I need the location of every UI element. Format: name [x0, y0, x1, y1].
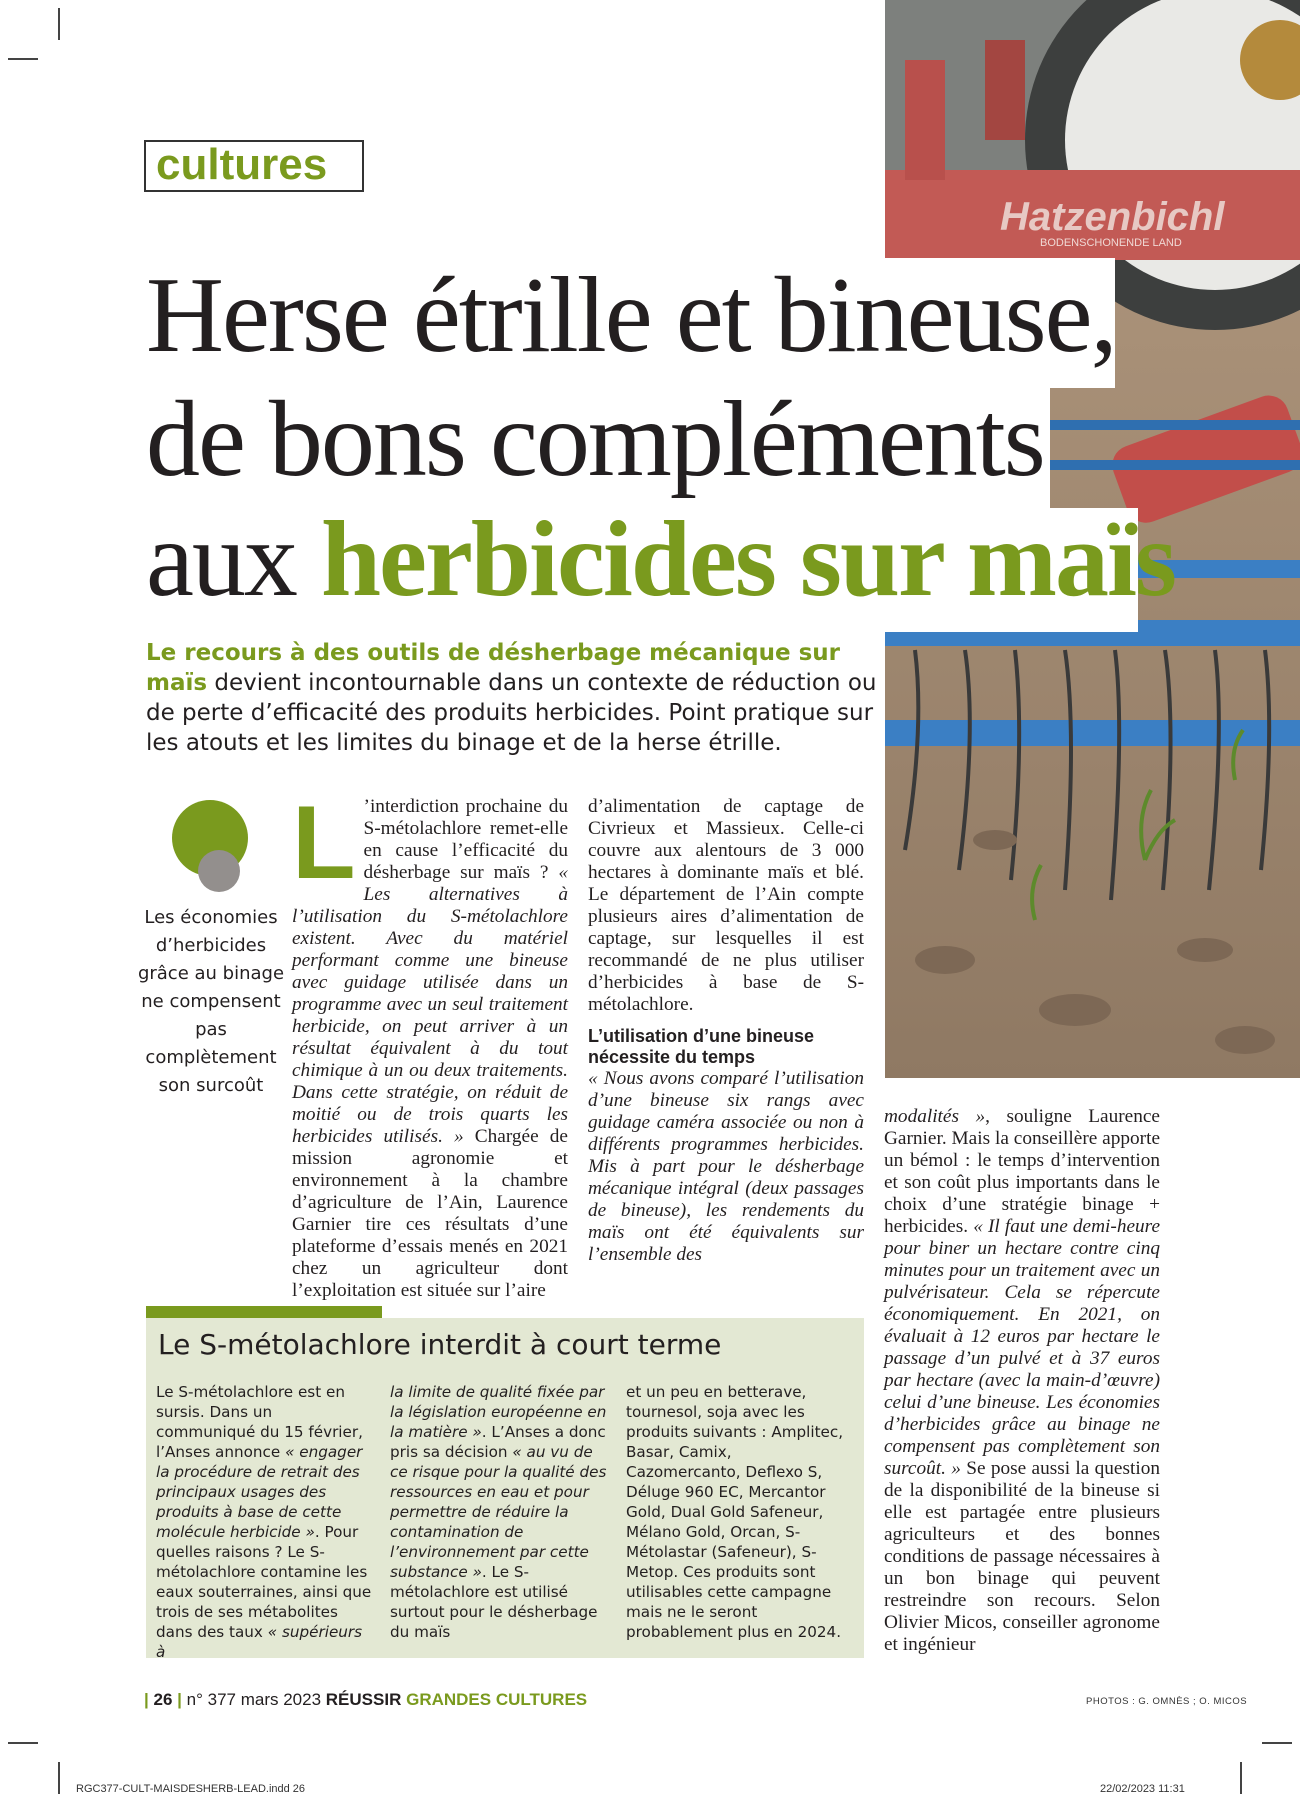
article-col3-run: modalités » — [884, 1106, 986, 1127]
photo-credit: PHOTOS : G. OMNÈS ; O. MICOS — [1086, 1696, 1248, 1707]
box-column-3: et un peu en betterave, tournesol, soja avec les produits suivants : Amplitec, Basar, Camix, Cazomercanto, Deflexo S, Déluge 960 EC, Mercantor Gold, Dual Gold Safeneur, Mélano Gold, Orcan, S-Métolastar (Safeneur), S-Metop. Ces produits sont utilisables cette campagne mais ne le seront probablement plus en 2024. — [626, 1383, 844, 1641]
subheading: L’utilisation d’une bineuse nécessite du temps — [588, 1026, 815, 1067]
box-column-1 — [156, 1382, 376, 1662]
box-col1-run: « engager la procédure de retrait des principaux usages des produits à base de cette molécule herbicide » — [156, 1443, 363, 1541]
article-column-1 — [292, 785, 568, 1302]
article-col3-run: , souligne Laurence Garnier. Mais la conseillère apporte un bémol : le temps d’intervention et son coût plus importants dans le choix d’une stratégie binage + herbicides. — [884, 1106, 1160, 1237]
pullquote: Les économies d’herbicides grâce au binage ne compensent pas complètement son surcoût — [137, 907, 285, 1096]
article-column-2-paragraph: d’alimentation de captage de Civrieux et Massieux. Celle-ci couvre aux alentours de 3 000 hectares à dominante maïs et blé. Le département de l’Ain compte plusieurs aires d’alimentation de captage, sur lesquelles il est recommandé de ne plus utiliser d’herbicides à base de S-métolachlore. — [588, 796, 864, 1015]
article-col1-run: Chargée de mission agronomie et environnement à la chambre d’agriculture de l’Ain, Laurence Garnier tire ces résultats d’une plateforme d’essais menés en 2021 chez un agriculteur dont l’exploitation est située sur l’aire — [292, 1126, 568, 1301]
page-number: 26 — [153, 1690, 173, 1709]
page-footer — [144, 1690, 587, 1710]
article-column-3 — [884, 1106, 1160, 1656]
issue-info: n° 377 mars 2023 — [186, 1690, 322, 1709]
box-col2-run: la limite de qualité fixée par la législation européenne en la matière » — [390, 1383, 607, 1441]
box-col1-run: Le S-métolachlore est en sursis. Dans un communiqué du 15 février, l’Anses annonce — [156, 1383, 363, 1461]
article-col1-run: ’interdiction prochaine du S-métolachlore remet-elle en cause l’efficacité du désherbage sur maïs ? — [363, 796, 568, 883]
lead-rest: devient incontournable dans un contexte de réduction ou de perte d’efficacité des produits herbicides. Point pratique sur les atouts et les limites du binage et de la herse étrille. — [146, 670, 877, 756]
headline-line-2: de bons compléments — [146, 380, 1044, 499]
lead-bold: Le recours à des outils de désherbage mécanique sur maïs — [146, 640, 840, 696]
headline-line-3-green: herbicides sur maïs — [320, 500, 1175, 619]
article-column-3-text — [884, 1106, 1160, 1655]
dropcap: L — [292, 785, 356, 901]
magazine-name-green: GRANDES CULTURES — [406, 1690, 588, 1709]
box-title: Le S-métolachlore interdit à court terme — [158, 1328, 722, 1361]
section-tag: cultures — [144, 140, 364, 192]
box-col2-run: . L’Anses a donc pris sa décision — [390, 1423, 606, 1461]
article-column-2 — [588, 796, 864, 1266]
magazine-name: RÉUSSIR — [325, 1690, 402, 1709]
footer-bar: | — [177, 1690, 182, 1709]
article-col3-run: Se pose aussi la question de la disponibilité de la bineuse si elle est partagée entre plusieurs agriculteurs et des bonnes conditions de passage nécessaires à un bon binage qui peuvent restreindre son recours. Selon Olivier Micos, conseiller agronome et ingénieur — [884, 1458, 1160, 1655]
crop-mark — [58, 1762, 60, 1794]
box-column-2 — [390, 1382, 610, 1642]
box-col1-run: « supérieurs à — [156, 1623, 363, 1661]
crop-mark — [1240, 1762, 1242, 1794]
crop-mark — [8, 1742, 38, 1744]
headline-line-1: Herse étrille et bineuse, — [146, 256, 1116, 375]
article-col1-run: « Les alternatives à l’utilisation du S-métolachlore existent. Avec du matériel performant comme une bineuse avec guidage utilisée dans un programme avec un seul traitement herbicide, on peut arriver à un résultat équivalent à du tout chimique à un ou deux traitements. Dans cette stratégie, on réduit de moitié ou de trois quarts les herbicides utilisés. » — [292, 862, 568, 1147]
article-col3-run: « Il faut une demi-heure pour biner un hectare contre cinq minutes pour un traitement avec un pulvérisateur. Cela se répercute économiquement. En 2021, on évaluait à 12 euros par hectare le passage d’un pulvé et à 37 euros par hectare (avec la main-d’œuvre) celui d’une bineuse. Les économies d’herbicides grâce au binage ne compensent pas complètement son surcoût. » — [884, 1216, 1161, 1479]
pullquote-circle-grey — [198, 850, 240, 892]
sidebar-box — [146, 1318, 864, 1661]
article-column-2-paragraph-2: « Nous avons comparé l’utilisation d’une bineuse six rangs avec guidage caméra associée ou non à différents programmes herbicides. Mis à part pour le désherbage mécanique intégral (deux passages de bineuse), les rendements du maïs ont été équivalents sur l’ensemble des — [588, 1068, 864, 1265]
box-col1-run: . Pour quelles raisons ? Le S-métolachlore contamine les eaux souterraines, ainsi que trois de ses métabolites dans des taux — [156, 1523, 372, 1641]
crop-mark — [1262, 1742, 1292, 1744]
lead-paragraph — [146, 638, 886, 758]
box-col2-run: . Le S-métolachlore est utilisé surtout pour le désherbage du maïs — [390, 1563, 598, 1641]
crop-mark — [58, 8, 60, 40]
box-col2-run: « au vu de ce risque pour la qualité des ressources en eau et pour permettre de réduire la contamination de l’environnement par cette substance » — [390, 1443, 607, 1581]
brand-text: Hatzenbichl — [1000, 195, 1225, 239]
box-accent-bar — [146, 1306, 382, 1318]
brand-subtext: BODENSCHONENDE LAND — [1040, 237, 1182, 249]
slug-date: 22/02/2023 11:31 — [1100, 1783, 1185, 1795]
headline-line-3 — [146, 500, 1175, 620]
headline-line-3-plain: aux — [146, 500, 296, 619]
crop-mark — [8, 58, 38, 60]
footer-bar: | — [144, 1690, 149, 1709]
slug-file: RGC377-CULT-MAISDESHERB-LEAD.indd 26 — [76, 1783, 306, 1795]
